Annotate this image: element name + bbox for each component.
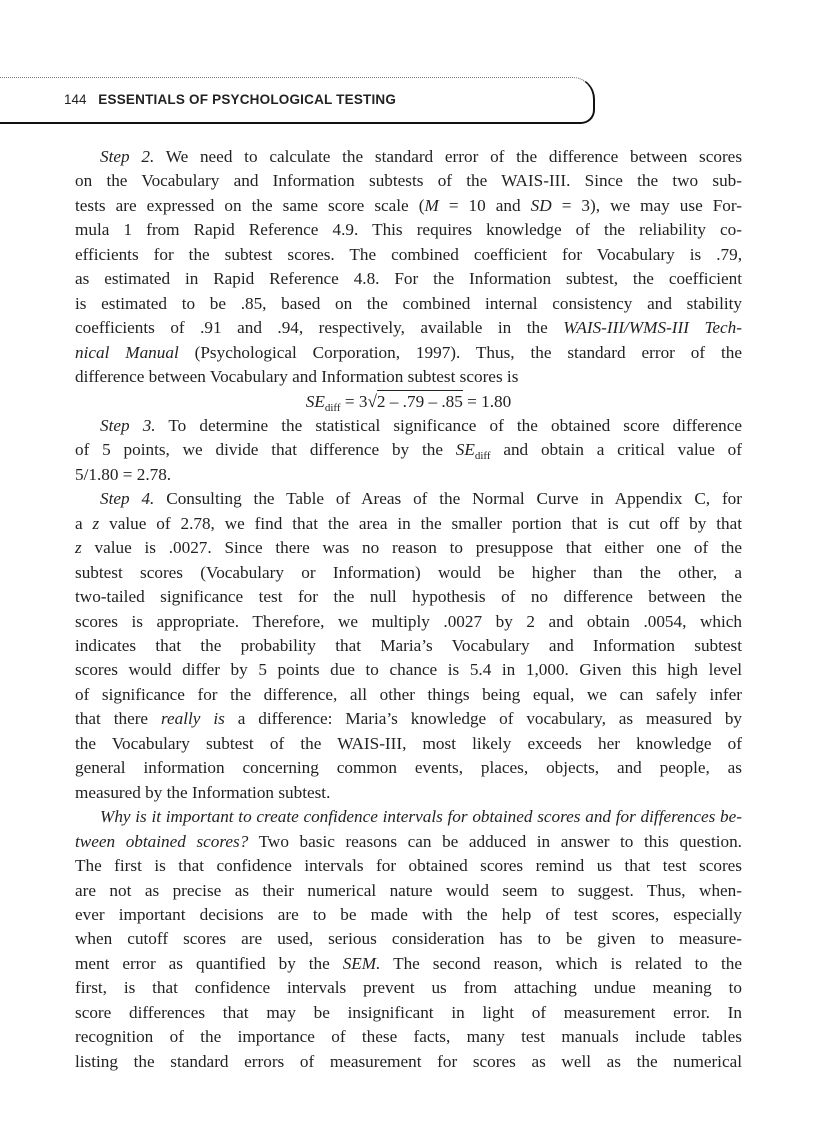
text: is estimated to be .85, based on the combined internal consistency and stability [75,293,742,313]
text: of 5 points, we divide that difference by the [75,440,456,460]
text: The second reason, which is related to the [380,953,742,973]
text: To determine the statistical significance of the obtained score difference [155,415,743,435]
text-line [75,732,742,756]
text: indicates that the probability that Maria’s Vocabulary and Information subtest [75,636,742,655]
italic-text: z [75,538,82,558]
text: = 3), we may use For- [551,195,742,215]
page-number: 144 [64,92,87,107]
text: measured by the Information subtest. [75,782,331,802]
italic-text: SEM. [342,953,381,973]
text-line [75,1050,742,1074]
text: are not as precise as their numerical nature would seem to suggest. Thus, when- [75,880,742,900]
text: a [75,513,93,533]
italic-text: Step 4. [100,489,155,509]
text-line [75,976,742,1000]
text-line [75,879,742,903]
formula-line [75,390,742,414]
text: of significance for the difference, all other things being equal, we can safely infer [75,684,742,704]
text: ment error as quantified by the [75,953,343,973]
text-line [75,585,742,609]
text-line [75,756,742,780]
text-line [75,707,742,731]
text: difference between Vocabulary and Information subtest scores is [75,367,519,387]
text-line [75,463,742,487]
italic-text: really is [160,709,225,729]
text: mula 1 from Rapid Reference 4.9. This requires knowledge of the reliability co- [75,220,742,240]
text-line [75,145,742,169]
text-line [75,414,742,438]
text-line [75,830,742,854]
text: first, is that confidence intervals prevent us from attaching undue meaning to [75,978,742,998]
text-line [75,316,742,340]
text-line [75,243,742,267]
text: value is .0027. Since there was no reason to presuppose that either one of the [81,538,742,558]
text: ever important decisions are to be made with the help of test scores, especially [75,904,742,924]
text-line [75,169,742,193]
italic-text: SE [455,440,475,460]
subscript: diff [324,401,341,414]
text: the Vocabulary subtest of the WAIS-III, most likely exceeds her knowledge of [75,733,742,753]
text-line [75,903,742,927]
text: value of 2.78, we find that the area in the smaller portion that is cut off by that [99,513,742,533]
text: general information concerning common events, places, objects, and people, as [75,758,742,778]
text-line [75,487,742,511]
running-title: ESSENTIALS OF PSYCHOLOGICAL TESTING [98,92,397,107]
subscript: diff [474,450,491,463]
text: coefficients of .91 and .94, respectively, available in the [75,318,564,338]
text: scores is appropriate. Therefore, we multiply .0027 by 2 and obtain .0054, which [75,611,742,631]
text-line [75,561,742,585]
italic-text: z [92,513,100,533]
text: and obtain a critical value of [490,440,742,460]
text-line [75,365,742,389]
text: = 1.80 [462,391,512,411]
text-line [75,952,742,976]
text: = 10 and [438,195,531,215]
text: that there [75,709,161,729]
text: recognition of the importance of these facts, many test manuals include tables [75,1027,742,1047]
text-line [75,854,742,878]
text: on the Vocabulary and Information subtests of the WAIS-III. Since the two sub- [75,171,742,191]
text-line [75,267,742,291]
text: as estimated in Rapid Reference 4.8. For the Information subtest, the coefficient [75,269,742,289]
text: scores would differ by 5 points due to chance is 5.4 in 1,000. Given this high level [75,660,742,680]
italic-text: Step 3. [100,415,156,435]
text-line [75,610,742,634]
text: efficients for the subtest scores. The combined coefficient for Vocabulary is .79, [75,244,742,264]
text: subtest scores (Vocabulary or Information) would be higher than the other, a [75,562,742,582]
text: a difference: Maria’s knowledge of vocabulary, as measured by [224,709,743,729]
text: listing the standard errors of measurement for scores as well as the numerical [75,1051,742,1071]
text-line [75,218,742,242]
radicand: 2 – .79 – .85 [376,391,463,411]
text-line [75,341,742,365]
text: when cutoff scores are used, serious consideration has to be given to measure- [75,929,742,949]
text-line [75,438,742,462]
text-line [75,512,742,536]
italic-text: SD [530,195,552,215]
text-line [75,536,742,560]
text-line [75,658,742,682]
text-line [75,781,742,805]
italic-text: WAIS-III/WMS-III Tech- [563,318,742,338]
italic-text: tween obtained scores? [75,831,249,851]
text: (Psychological Corporation, 1997). Thus, the standard error of the [178,342,742,362]
text: 5/1.80 = 2.78. [75,464,172,484]
italic-text: Why is it important to create confidence intervals for obtained scores and for differences be- [100,807,742,827]
text-line [75,927,742,951]
text: Consulting the Table of Areas of the Normal Curve in Appendix C, for [154,489,742,509]
text-line [75,805,742,829]
text: two-tailed significance test for the null hypothesis of no difference between the [75,587,742,607]
text-line [75,1001,742,1025]
text: tests are expressed on the same score scale ( [75,195,425,215]
italic-text: Step 2. [100,147,155,166]
text: The first is that confidence intervals for obtained scores remind us that test scores [75,856,742,876]
text: Two basic reasons can be adduced in answer to this question. [248,831,742,851]
text-line [75,683,742,707]
italic-text: nical Manual [75,342,179,362]
italic-text: M [424,195,439,215]
text: score differences that may be insignificant in light of measurement error. In [75,1002,742,1022]
text-line [75,292,742,316]
text-line [75,1025,742,1049]
text-line [75,634,742,658]
italic-text: SE [305,391,325,411]
running-header [64,92,396,107]
text: We need to calculate the standard error of the difference between scores [154,147,743,166]
text-line [75,194,742,218]
text: = 3√ [340,391,377,411]
